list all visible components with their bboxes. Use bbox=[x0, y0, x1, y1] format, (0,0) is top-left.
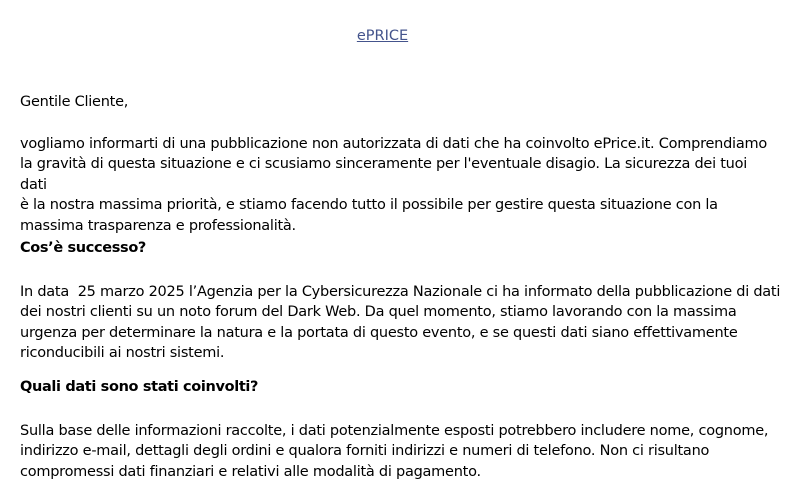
intro-line: vogliamo informarti di una pubblicazione non autorizzata di dati che ha coinvolto ePrice.it. Comprendiamo bbox=[20, 136, 767, 152]
eprice-logo-link[interactable]: ePRICE bbox=[356, 28, 409, 44]
intro-line: è la nostra massima priorità, e stiamo facendo tutto il possibile per gestire questa situazione con la bbox=[20, 197, 718, 214]
intro-line: massima trasparenza e professionalità. bbox=[20, 217, 296, 234]
what-happened-paragraph bbox=[20, 282, 781, 364]
paragraph-line: In data 25 marzo 2025 l’Agenzia per la Cybersicurezza Nazionale ci ha informato della pubblicazione di dati bbox=[20, 284, 781, 300]
paragraph-line: dei nostri clienti su un noto forum del Dark Web. Da quel momento, stiamo lavorando con la massima bbox=[20, 304, 737, 321]
intro-paragraph bbox=[20, 134, 772, 236]
data-involved-paragraph bbox=[20, 421, 772, 482]
section-heading-data-involved: Quali dati sono stati coinvolti? bbox=[20, 379, 259, 395]
paragraph-line: urgenza per determinare la natura e la portata di questo evento, e se questi dati siano effettivamente bbox=[20, 324, 738, 341]
paragraph-line: riconducibili ai nostri sistemi. bbox=[20, 345, 225, 362]
paragraph-line: compromessi dati finanziari e relativi alle modalità di pagamento. bbox=[20, 463, 481, 480]
paragraph-line: Sulla base delle informazioni raccolte, i dati potenzialmente esposti potrebbero includere nome, cognome, bbox=[20, 423, 769, 439]
intro-line: la gravità di questa situazione e ci scusiamo sinceramente per l'eventuale disagio. La sicurezza dei tuoi dati bbox=[20, 156, 747, 193]
greeting: Gentile Cliente, bbox=[20, 94, 129, 110]
section-heading-what-happened: Cos’è successo? bbox=[20, 240, 146, 256]
paragraph-line: indirizzo e-mail, dettagli degli ordini e qualora forniti indirizzi e numeri di telefono. Non ci risultano bbox=[20, 443, 710, 460]
brand-header bbox=[0, 25, 765, 44]
